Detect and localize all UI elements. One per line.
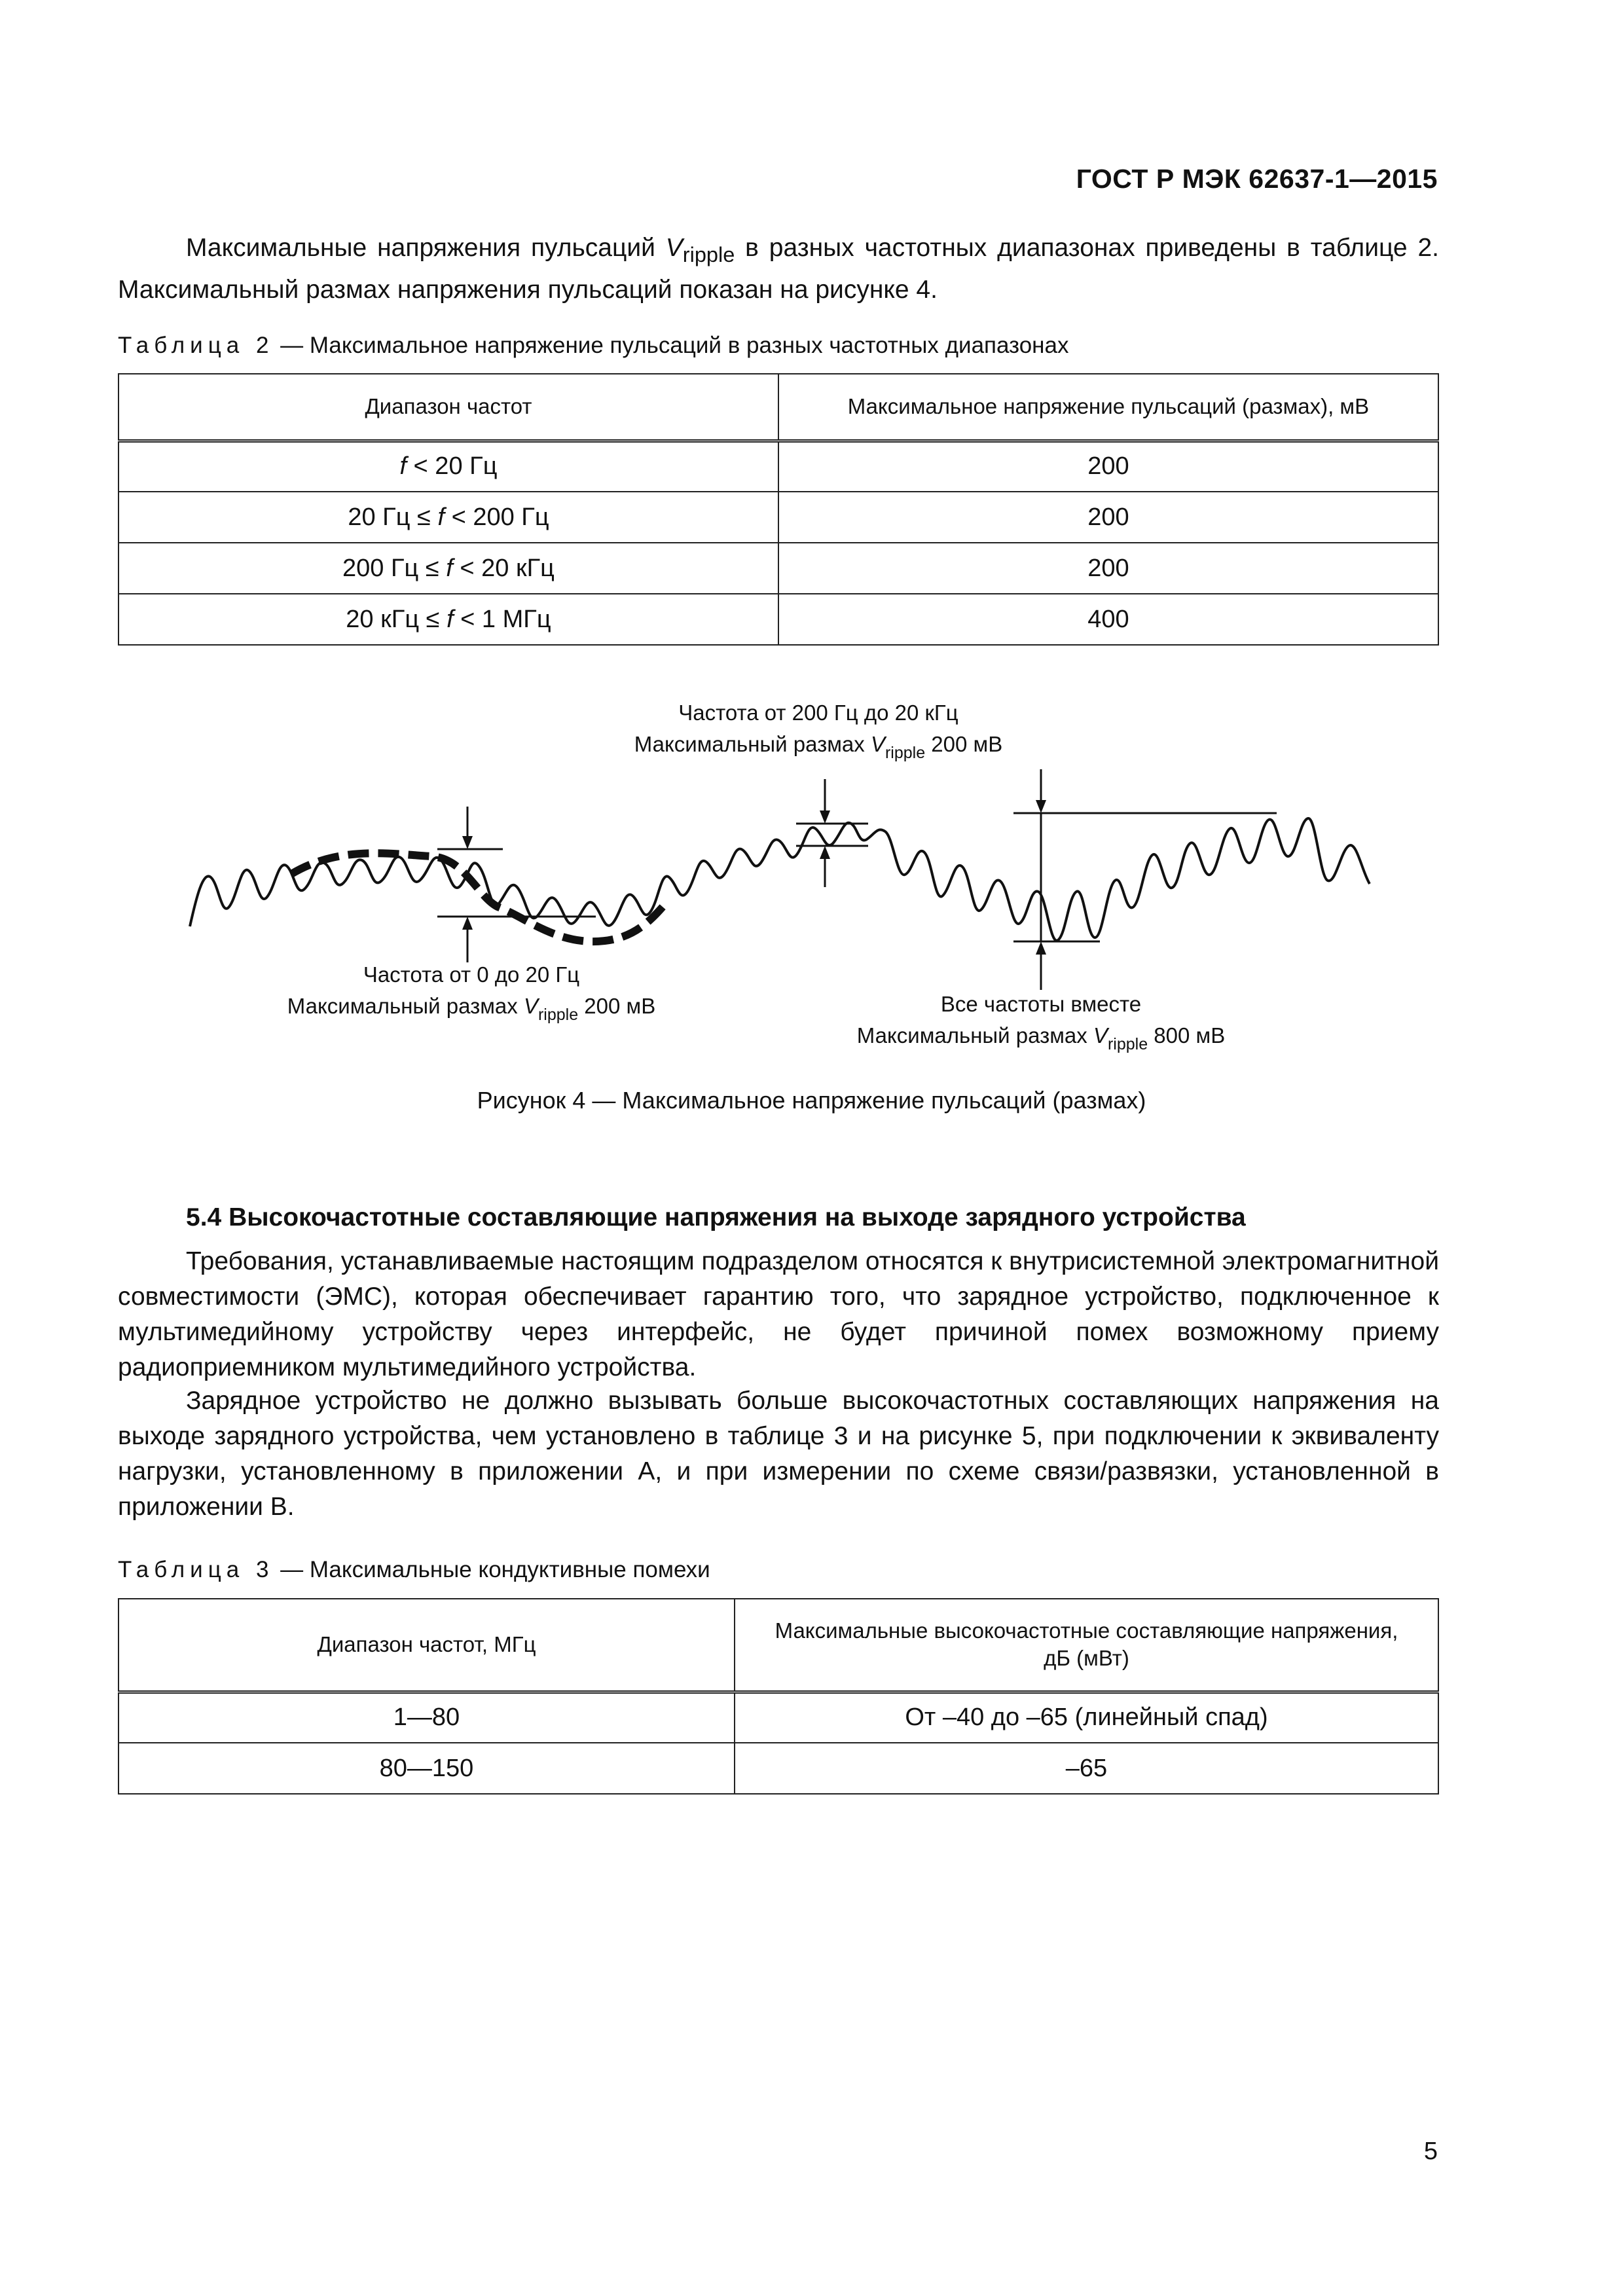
- left-top-arrowhead: [462, 836, 473, 849]
- table2-caption: [118, 333, 1068, 359]
- mid-bottom-arrowhead: [820, 846, 830, 859]
- table2-caption-label: Таблица 2: [118, 333, 274, 358]
- section-paragraph-2: Зарядное устройство не должно вызывать больше высокочастотных составляющих напряжения на выходе зарядного устройства, чем установлено в таблице 3 и на рисунке 5, при подключении к эквиваленту нагрузки, установленному в приложении А, и при измерении по схеме связи/развязки, установленной в приложении В.: [118, 1387, 1439, 1521]
- table-row: [119, 1692, 1438, 1743]
- intro-text-before: Максимальные напряжения пульсаций: [186, 234, 666, 262]
- table3: [118, 1598, 1439, 1795]
- table3-header-range: Диапазон частот, МГц: [119, 1599, 735, 1692]
- table3-cell-range: 80—150: [119, 1743, 735, 1794]
- table2-header-voltage: Максимальное напряжение пульсаций (размах), мВ: [778, 374, 1438, 441]
- right-top-arrowhead: [1036, 800, 1046, 813]
- table3-cell-range: 1—80: [119, 1692, 735, 1743]
- table2-header-range: Диапазон частот: [119, 374, 778, 441]
- table3-cell-voltage: От –40 до –65 (линейный спад): [735, 1692, 1438, 1743]
- intro-paragraph: [118, 230, 1439, 308]
- fig4-label-left-line2: Максимальный размах $V_{ripple}$ 200 мВ: [287, 994, 656, 1024]
- table2-cell-range: f < 20 Гц: [119, 441, 778, 492]
- page-number: 5: [1423, 2138, 1438, 2165]
- table-row: [119, 441, 1438, 492]
- table2-caption-text: — Максимальное напряжение пульсаций в разных частотных диапазонах: [274, 333, 1069, 358]
- right-bottom-arrowhead: [1036, 941, 1046, 955]
- fig4-label-mid-line1: Частота от 200 Гц до 20 кГц: [678, 701, 958, 725]
- ripple-waveform: [190, 818, 1370, 941]
- fig4-label-right-line1: Все частоты вместе: [940, 992, 1142, 1016]
- intro-text-after: в разных частотных диапазонах приведены в таблице 2. Максимальный размах напряжения пульсаций показан на рисунке 4.: [118, 234, 1439, 304]
- table2-cell-voltage: 200: [778, 543, 1438, 594]
- vripple-subscript: ripple: [682, 242, 735, 266]
- table3-header-voltage: Максимальные высокочастотные составляющие напряжения, дБ (мВт): [735, 1599, 1438, 1692]
- standard-header: ГОСТ Р МЭК 62637-1—2015: [1076, 164, 1438, 194]
- section-title: Высокочастотные составляющие напряжения на выходе зарядного устройства: [228, 1203, 1246, 1231]
- table-row: [119, 1743, 1438, 1794]
- fig4-label-left-line1: Частота от 0 до 20 Гц: [363, 962, 580, 987]
- table2: [118, 373, 1439, 646]
- table-row: [119, 492, 1438, 543]
- table2-cell-voltage: 200: [778, 441, 1438, 492]
- table-row: [119, 543, 1438, 594]
- mid-top-arrowhead: [820, 811, 830, 824]
- table3-header-row: [119, 1599, 1438, 1692]
- fig4-label-mid-line2: Максимальный размах $V_{ripple}$ 200 мВ: [634, 732, 1003, 762]
- table2-cell-voltage: 400: [778, 594, 1438, 645]
- table-row: [119, 594, 1438, 645]
- table3-caption: [118, 1557, 710, 1583]
- table3-caption-text: — Максимальные кондуктивные помехи: [274, 1557, 710, 1582]
- figure4-caption: Рисунок 4 — Максимальное напряжение пульсаций (размах): [477, 1087, 1146, 1114]
- table3-caption-label: Таблица 3: [118, 1557, 274, 1582]
- left-bottom-arrowhead: [462, 917, 473, 930]
- table2-cell-range: 20 Гц ≤ f < 200 Гц: [119, 492, 778, 543]
- section-number: 5.4: [186, 1203, 222, 1231]
- table2-cell-voltage: 200: [778, 492, 1438, 543]
- section-heading: [186, 1203, 1246, 1232]
- section-paragraph-1: Требования, устанавливаемые настоящим подразделом относятся к внутрисистемной электромагнитной совместимости (ЭМС), которая обеспечивает гарантию того, что зарядное устройство, подключенное к мультимедийному устройству через интерфейс, не будет причиной помех возможному приему радиоприемником мультимедийного устройства.: [118, 1247, 1439, 1381]
- table2-cell-range: 20 кГц ≤ f < 1 МГц: [119, 594, 778, 645]
- fig4-label-right-line2: Максимальный размах $V_{ripple}$ 800 мВ: [856, 1023, 1226, 1053]
- vripple-symbol: V: [665, 234, 683, 262]
- table2-cell-range: 200 Гц ≤ f < 20 кГц: [119, 543, 778, 594]
- table3-cell-voltage: –65: [735, 1743, 1438, 1794]
- table2-header-row: [119, 374, 1438, 441]
- figure4-diagram: [0, 681, 1623, 1074]
